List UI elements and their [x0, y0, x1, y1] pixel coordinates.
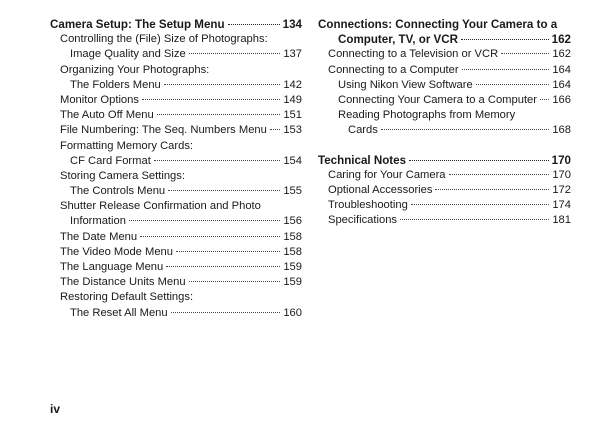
toc-entry-title: Organizing Your Photographs: [60, 63, 210, 76]
toc-entry-title: The Controls Menu [70, 185, 166, 198]
toc-entry-title: Optional Accessories [328, 183, 433, 196]
toc-page-number: 137 [283, 48, 302, 61]
toc-entry[interactable] [318, 63, 571, 78]
toc-entry-title: Shutter Release Confirmation and Photo [60, 200, 261, 213]
toc-page-number: 159 [283, 261, 302, 273]
toc-entry-title: Monitor Options [60, 93, 139, 106]
toc-entry[interactable] [50, 108, 302, 123]
dot-leader [140, 236, 280, 237]
toc-subheading [50, 290, 302, 305]
dot-leader [501, 53, 549, 54]
toc-page-number: 164 [552, 63, 571, 76]
toc-page-number: 170 [551, 153, 571, 167]
toc-page-number: 160 [283, 306, 302, 319]
toc-page-number: 156 [283, 215, 302, 228]
toc-page-number: 149 [283, 93, 302, 106]
toc-entry-title: The Auto Off Menu [60, 109, 154, 122]
section-spacer [318, 139, 571, 153]
toc-entry-title: Formatting Memory Cards: [60, 139, 194, 152]
toc-entry-title: Restoring Default Settings: [60, 291, 194, 304]
toc-left-column [50, 17, 302, 321]
toc-entry-title: Specifications [328, 214, 398, 227]
toc-entry-title: Cards [348, 124, 378, 137]
page-number-footer: iv [50, 402, 61, 416]
toc-entry[interactable] [318, 123, 571, 138]
toc-entry-title: Connecting to a Television or VCR [328, 48, 499, 61]
toc-page-number: 162 [552, 48, 571, 61]
toc-entry-title: The Distance Units Menu [60, 276, 186, 289]
toc-entry-title: Using Nikon View Software [338, 78, 473, 91]
toc-subheading [50, 32, 302, 47]
toc-subheading [50, 63, 302, 78]
toc-page-number: 162 [551, 33, 571, 47]
toc-page-number: 158 [283, 245, 302, 258]
toc-entry[interactable] [318, 168, 571, 183]
toc-entry[interactable] [50, 275, 302, 290]
toc-entry[interactable] [50, 93, 302, 108]
dot-leader [540, 99, 549, 100]
dot-leader [189, 281, 281, 282]
dot-leader [129, 220, 280, 221]
toc-entry-title: Connecting to a Computer [328, 63, 459, 76]
toc-entry[interactable] [318, 78, 571, 93]
toc-section-connections-line1[interactable] [318, 17, 571, 32]
toc-page-number: 151 [283, 109, 302, 122]
dot-leader [270, 129, 280, 130]
toc-page-number: 142 [283, 78, 302, 91]
toc-entry-title: The Date Menu [60, 230, 138, 243]
toc-entry[interactable] [50, 184, 302, 199]
toc-section-setup-menu[interactable] [50, 17, 302, 32]
toc-page-number: 174 [552, 199, 571, 212]
toc-entry-title: CF Card Format [70, 154, 151, 167]
toc-entry[interactable] [318, 93, 571, 108]
dot-leader [435, 189, 549, 190]
toc-section-title: Technical Notes [318, 153, 407, 167]
dot-leader [189, 53, 281, 54]
toc-entry[interactable] [318, 47, 571, 62]
dot-leader [171, 312, 281, 313]
dot-leader [449, 174, 550, 175]
toc-entry-title: Storing Camera Settings: [60, 169, 185, 182]
toc-section-connections[interactable] [318, 32, 571, 47]
toc-entry[interactable] [50, 245, 302, 260]
dot-leader [166, 266, 280, 267]
toc-page-number: 172 [552, 183, 571, 196]
toc-entry[interactable] [50, 306, 302, 321]
dot-leader [142, 99, 280, 100]
toc-page-number: 153 [283, 124, 302, 137]
toc-section-title: Computer, TV, or VCR [338, 33, 459, 47]
dot-leader [409, 160, 549, 161]
toc-section-title: Camera Setup: The Setup Menu [50, 18, 225, 31]
dot-leader [461, 39, 549, 40]
dot-leader [476, 84, 550, 85]
toc-entry[interactable] [50, 47, 302, 62]
dot-leader [164, 84, 281, 85]
toc-page-number: 158 [283, 230, 302, 243]
dot-leader [462, 69, 550, 70]
toc-entry-title: Caring for Your Camera [328, 168, 446, 181]
toc-subheading [318, 108, 571, 123]
toc-entry-title: Controlling the (File) Size of Photographs: [60, 33, 268, 46]
toc-page-number: 134 [282, 18, 302, 31]
dot-leader [157, 114, 281, 115]
toc-entry[interactable] [50, 123, 302, 138]
toc-entry-title: Troubleshooting [328, 199, 408, 212]
dot-leader [168, 190, 280, 191]
toc-page-number: 159 [283, 276, 302, 289]
toc-entry[interactable] [50, 154, 302, 169]
toc-page-number: 168 [552, 124, 571, 137]
toc-right-column [318, 17, 571, 228]
dot-leader [176, 251, 280, 252]
toc-entry-title: The Video Mode Menu [60, 245, 173, 258]
toc-entry[interactable] [50, 230, 302, 245]
toc-subheading [50, 169, 302, 184]
toc-entry-title: Image Quality and Size [70, 48, 186, 61]
toc-entry-title: File Numbering: The Seq. Numbers Menu [60, 124, 267, 137]
dot-leader [228, 24, 280, 25]
toc-page-number: 154 [283, 154, 302, 167]
toc-entry[interactable] [318, 213, 571, 228]
toc-page-number: 181 [552, 214, 571, 227]
toc-entry[interactable] [50, 260, 302, 275]
toc-entry[interactable] [318, 183, 571, 198]
toc-entry-title: Information [70, 215, 126, 228]
toc-entry[interactable] [50, 78, 302, 93]
dot-leader [154, 160, 281, 161]
toc-section-technical-notes[interactable] [318, 153, 571, 168]
toc-entry[interactable] [50, 214, 302, 229]
toc-entry-title: The Reset All Menu [70, 306, 168, 319]
toc-entry-title: The Language Menu [60, 261, 164, 273]
toc-page-number: 170 [552, 168, 571, 181]
toc-section-title: Connections: Connecting Your Camera to a [318, 18, 558, 31]
toc-subheading [50, 139, 302, 154]
toc-entry-title: Connecting Your Camera to a Computer [338, 93, 538, 106]
toc-entry-title: The Folders Menu [70, 78, 161, 91]
toc-entry-title: Reading Photographs from Memory [338, 109, 516, 122]
dot-leader [400, 219, 549, 220]
toc-subheading [50, 199, 302, 214]
dot-leader [411, 204, 550, 205]
dot-leader [381, 129, 549, 130]
toc-entry[interactable] [318, 198, 571, 213]
toc-page-number: 155 [283, 185, 302, 198]
toc-page-number: 166 [552, 93, 571, 106]
toc-page-number: 164 [552, 78, 571, 91]
